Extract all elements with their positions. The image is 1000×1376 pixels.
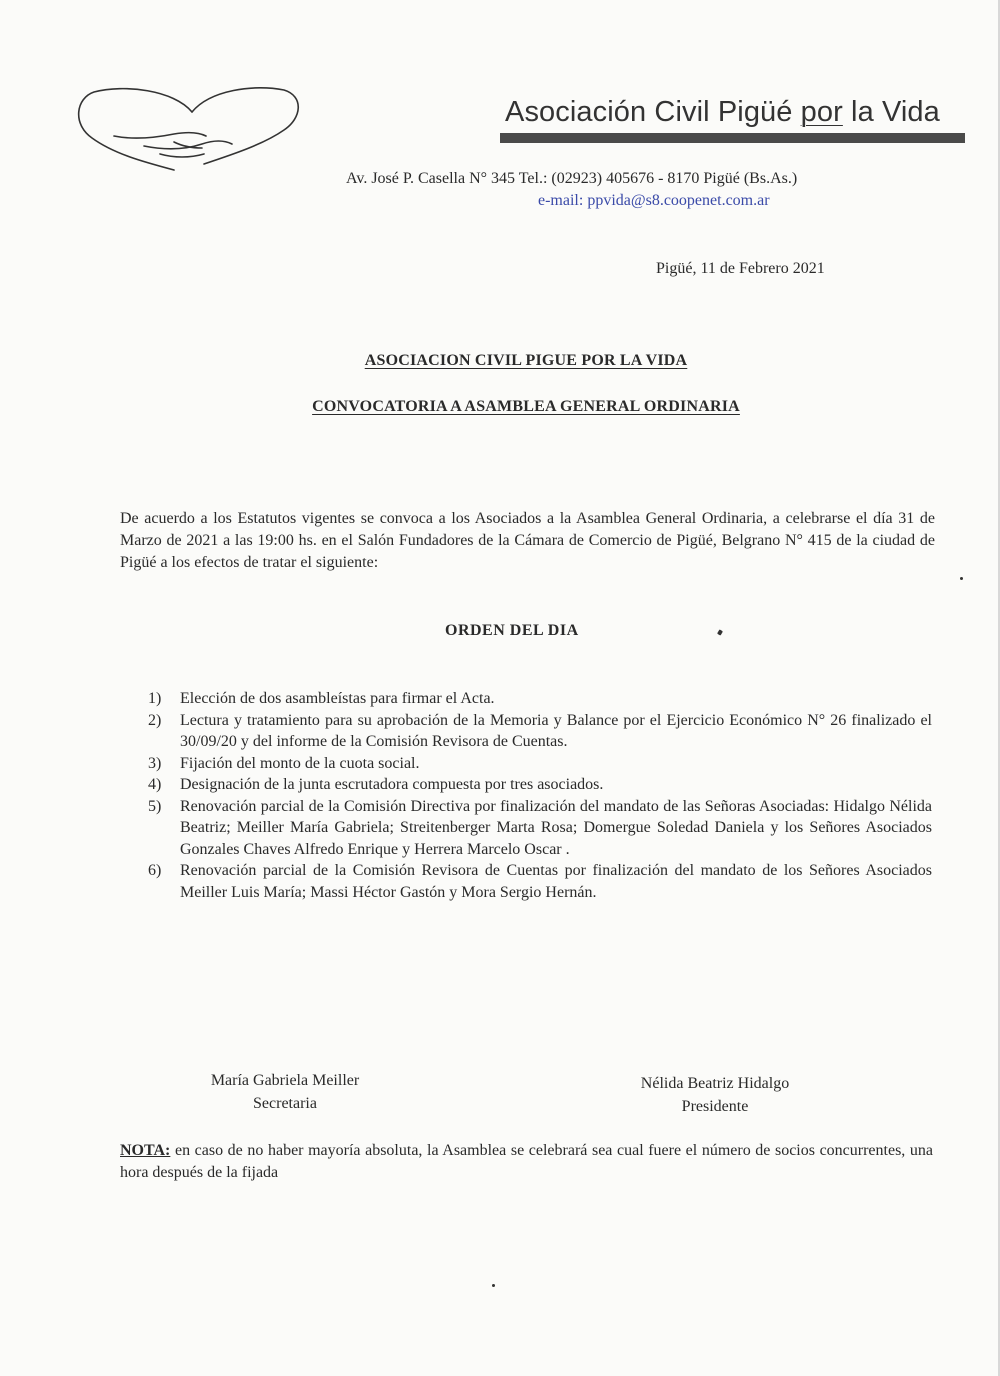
agenda-item-number: 5) <box>148 797 162 815</box>
signature-name: María Gabriela Meiller <box>210 1072 360 1089</box>
agenda-item <box>0 688 1000 710</box>
agenda-item-text: Elección de dos asambleístas para firmar el Acta. <box>180 690 495 707</box>
agenda-item <box>0 796 1000 861</box>
scan-speck <box>960 577 963 580</box>
note-paragraph <box>120 1140 933 1184</box>
org-name-underlined: por <box>800 96 843 128</box>
signature-role: Secretaria <box>253 1095 317 1112</box>
agenda-title: ORDEN DEL DIA <box>445 622 579 639</box>
scan-speck <box>717 629 723 635</box>
scan-speck <box>492 1284 495 1287</box>
agenda-item <box>0 753 1000 775</box>
signature-secretary <box>180 1069 390 1115</box>
note-text: en caso de no haber mayoría absoluta, la Asamblea se celebrará sea cual fuere el número de socios concurrentes, una hora después de la fijada <box>120 1142 933 1181</box>
agenda-item-number: 3) <box>148 754 162 772</box>
signature-president <box>615 1072 815 1118</box>
agenda-item-text: Fijación del monto de la cuota social. <box>180 754 420 772</box>
agenda-item-number: 2) <box>148 711 162 729</box>
agenda-item-text: Renovación parcial de la Comisión Directiva por finalización del mandato de las Señoras Asociadas: Hidalgo Nélida Beatriz; Meiller María Gabriela; Streitenberger Marta Rosa; Domergue Soledad Daniela y los Señores Asociados Gonzales Chaves Alfredo Enrique y Herrera Marcelo Oscar . <box>180 797 932 858</box>
agenda-item-text: Lectura y tratamiento para su aprobación de la Memoria y Balance por el Ejercicio Económico N° 26 finalizado el 30/09/20 y del informe de la Comisión Revisora de Cuentas. <box>180 711 932 750</box>
email-line: e-mail: ppvida@s8.coopenet.com.ar <box>538 192 770 209</box>
agenda-item-text: Renovación parcial de la Comisión Revisora de Cuentas por finalización del mandato de los Señores Asociados Meiller Luis María; Massi Héctor Gastón y Mora Sergio Hernán. <box>180 862 932 901</box>
agenda-list <box>0 688 1000 903</box>
org-name-main: Asociación Civil Pigüé <box>505 96 801 128</box>
agenda-item-number: 4) <box>148 776 162 793</box>
organization-name <box>505 96 940 129</box>
title-organization: ASOCIACION CIVIL PIGUE POR LA VIDA <box>364 352 688 369</box>
agenda-item-number: 6) <box>148 862 162 879</box>
org-name-end: la Vida <box>842 96 940 128</box>
title-convocatoria: CONVOCATORIA A ASAMBLEA GENERAL ORDINARIA <box>312 398 740 415</box>
agenda-item <box>0 860 1000 903</box>
note-label: NOTA: <box>120 1142 171 1159</box>
agenda-item <box>0 774 1000 796</box>
intro-paragraph: De acuerdo a los Estatutos vigentes se convoca a los Asociados a la Asamblea General Ordinaria, a celebrarse el día 31 de Marzo de 2021 a las 19:00 hs. en el Salón Fundadores de la Cámara de Comercio de Pigüé, Belgrano N° 415 de la ciudad de Pigüé a los efectos de tratar el siguiente: <box>120 510 935 571</box>
agenda-item-text: Designación de la junta escrutadora compuesta por tres asociados. <box>180 776 604 793</box>
agenda-item <box>0 710 1000 753</box>
address-line: Av. José P. Casella N° 345 Tel.: (02923) 405676 - 8170 Pigüé (Bs.As.) <box>346 170 798 187</box>
heart-hands-logo-icon <box>74 84 304 176</box>
signature-role: Presidente <box>681 1098 749 1115</box>
header-rule <box>500 133 965 143</box>
signature-name: Nélida Beatriz Hidalgo <box>640 1075 790 1092</box>
date-line: Pigüé, 11 de Febrero 2021 <box>656 260 825 277</box>
agenda-item-number: 1) <box>148 690 162 707</box>
